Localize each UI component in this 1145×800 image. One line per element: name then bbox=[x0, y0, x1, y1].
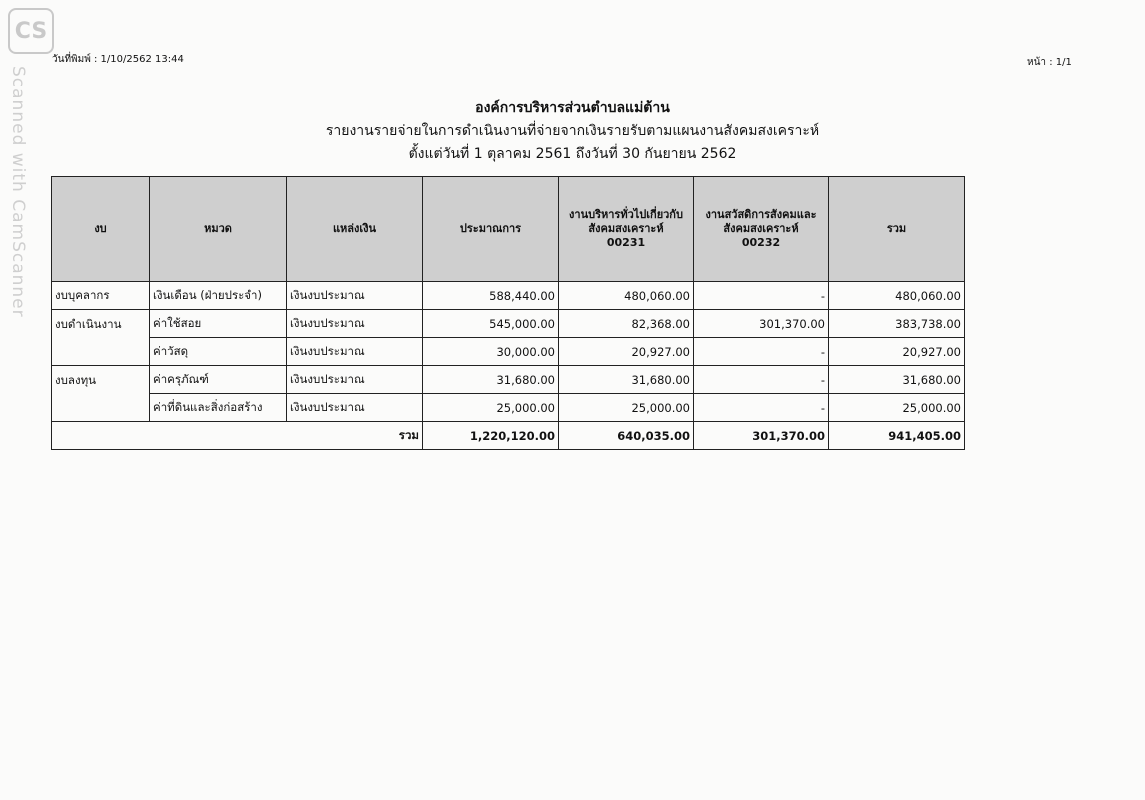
cell-source: เงินงบประมาณ bbox=[287, 394, 423, 422]
cell-total: 25,000.00 bbox=[829, 394, 965, 422]
cell-program-00232: - bbox=[694, 282, 829, 310]
col-header-category: หมวด bbox=[150, 177, 287, 282]
cell-estimate: 545,000.00 bbox=[423, 310, 559, 338]
table-header-row bbox=[52, 177, 965, 282]
cell-estimate: 30,000.00 bbox=[423, 338, 559, 366]
cell-program-00232: - bbox=[694, 394, 829, 422]
cell-category: ค่าครุภัณฑ์ bbox=[150, 366, 287, 394]
program1-line1: งานบริหารทั่วไปเกี่ยวกับ bbox=[569, 208, 683, 221]
total-label: รวม bbox=[52, 422, 423, 450]
cell-program-00231: 31,680.00 bbox=[559, 366, 694, 394]
col-header-estimate: ประมาณการ bbox=[423, 177, 559, 282]
cell-total: 480,060.00 bbox=[829, 282, 965, 310]
cell-source: เงินงบประมาณ bbox=[287, 338, 423, 366]
scanner-watermark: Scanned with CamScanner bbox=[8, 66, 28, 318]
col-header-program-00232 bbox=[694, 177, 829, 282]
program2-code: 00232 bbox=[741, 236, 781, 249]
total-program-00231: 640,035.00 bbox=[559, 422, 694, 450]
cell-budget: งบดำเนินงาน bbox=[52, 310, 150, 366]
cell-program-00231: 25,000.00 bbox=[559, 394, 694, 422]
report-period: ตั้งแต่วันที่ 1 ตุลาคม 2561 ถึงวันที่ 30 กันยายน 2562 bbox=[408, 146, 737, 162]
cell-category: ค่าวัสดุ bbox=[150, 338, 287, 366]
cell-program-00231: 480,060.00 bbox=[559, 282, 694, 310]
col-header-program-00231 bbox=[559, 177, 694, 282]
table-row bbox=[52, 282, 965, 310]
program1-code: 00231 bbox=[606, 236, 646, 249]
table-row bbox=[52, 310, 965, 338]
camscanner-logo: CS bbox=[8, 8, 54, 54]
table-row bbox=[52, 338, 965, 366]
cell-total: 383,738.00 bbox=[829, 310, 965, 338]
cell-estimate: 25,000.00 bbox=[423, 394, 559, 422]
cell-category: ค่าที่ดินและสิ่งก่อสร้าง bbox=[150, 394, 287, 422]
cell-program-00231: 82,368.00 bbox=[559, 310, 694, 338]
col-header-budget: งบ bbox=[52, 177, 150, 282]
cell-estimate: 31,680.00 bbox=[423, 366, 559, 394]
table-total-row bbox=[52, 422, 965, 450]
table-row bbox=[52, 366, 965, 394]
cell-total: 20,927.00 bbox=[829, 338, 965, 366]
cell-program-00231: 20,927.00 bbox=[559, 338, 694, 366]
cell-source: เงินงบประมาณ bbox=[287, 310, 423, 338]
program1-line2: สังคมสงเคราะห์ bbox=[588, 222, 664, 235]
program2-line1: งานสวัสดิการสังคมและ bbox=[705, 208, 817, 221]
cell-program-00232: - bbox=[694, 338, 829, 366]
total-estimate: 1,220,120.00 bbox=[423, 422, 559, 450]
expense-table bbox=[51, 176, 965, 450]
total-program-00232: 301,370.00 bbox=[694, 422, 829, 450]
cell-program-00232: - bbox=[694, 366, 829, 394]
program2-line2: สังคมสงเคราะห์ bbox=[723, 222, 799, 235]
cell-total: 31,680.00 bbox=[829, 366, 965, 394]
organization-title: องค์การบริหารส่วนตำบลแม่ต้าน bbox=[475, 100, 670, 116]
cell-estimate: 588,440.00 bbox=[423, 282, 559, 310]
col-header-source: แหล่งเงิน bbox=[287, 177, 423, 282]
report-title: รายงานรายจ่ายในการดำเนินงานที่จ่ายจากเงินรายรับตามแผนงานสังคมสงเคราะห์ bbox=[325, 123, 820, 139]
table-row bbox=[52, 394, 965, 422]
cell-source: เงินงบประมาณ bbox=[287, 282, 423, 310]
cell-category: เงินเดือน (ฝ่ายประจำ) bbox=[150, 282, 287, 310]
grand-total: 941,405.00 bbox=[829, 422, 965, 450]
cell-budget: งบบุคลากร bbox=[52, 282, 150, 310]
cell-source: เงินงบประมาณ bbox=[287, 366, 423, 394]
print-date: วันที่พิมพ์ : 1/10/2562 13:44 bbox=[52, 54, 184, 65]
cell-program-00232: 301,370.00 bbox=[694, 310, 829, 338]
cell-category: ค่าใช้สอย bbox=[150, 310, 287, 338]
col-header-total: รวม bbox=[829, 177, 965, 282]
cell-budget: งบลงทุน bbox=[52, 366, 150, 422]
page-number: หน้า : 1/1 bbox=[1027, 57, 1072, 68]
